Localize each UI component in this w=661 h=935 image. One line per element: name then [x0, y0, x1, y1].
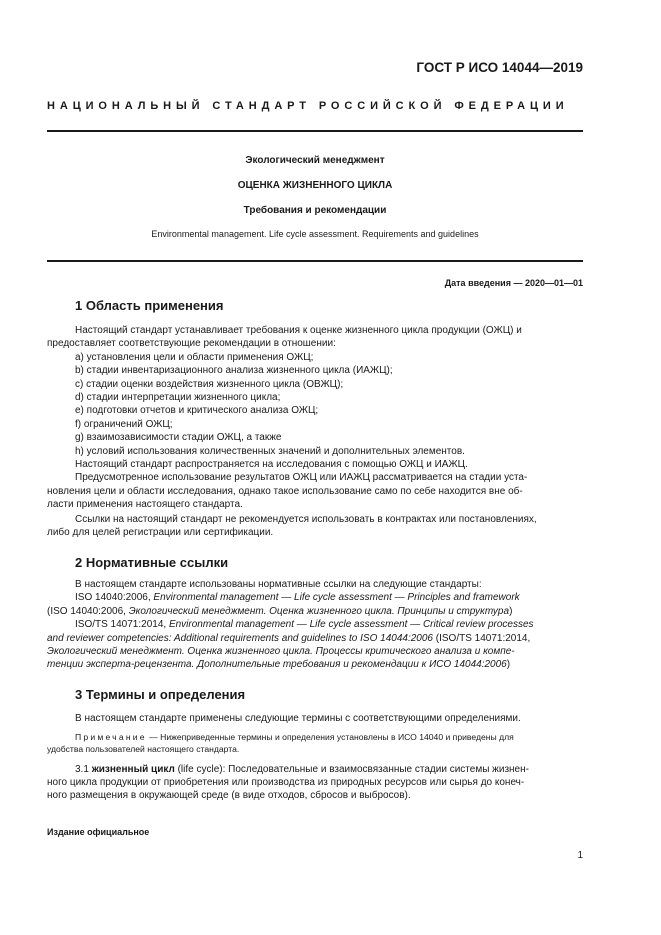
title-line-2: ОЦЕНКА ЖИЗНЕННОГО ЦИКЛА — [237, 180, 393, 191]
list-item: е) подготовки отчетов и критического анализа ОЖЦ; — [75, 405, 319, 417]
list-item: с) стадии оценки воздействия жизненного цикла (ОВЖЦ); — [75, 378, 344, 390]
title-bottom-rule — [47, 260, 583, 262]
list-item: а) установления цели и области применения ОЖЦ; — [75, 351, 314, 363]
ref-text: ISO 14040:2006, — [75, 592, 154, 604]
list-item: g) взаимозависимости стадии ОЖЦ, а также — [75, 432, 282, 444]
reference-1 — [47, 591, 583, 604]
ref-title: Environmental management — Life cycle assessment — Principles and framework — [153, 592, 520, 604]
standard-number: ГОСТ Р ИСО 14044—2019 — [416, 60, 583, 75]
section-2-heading: 2 Нормативные ссылки — [75, 555, 229, 570]
reference-2-cont — [47, 645, 583, 658]
ref-title: Экологический менеджмент. Оценка жизненного цикла. Принципы и структура — [128, 605, 510, 617]
edition-label: Издание официальное — [47, 827, 150, 837]
note-line — [47, 732, 583, 744]
section-1-intro: Настоящий стандарт устанавливает требования к оценке жизненного цикла продукции (ОЖЦ) и — [75, 325, 522, 336]
note — [47, 732, 583, 755]
section-3-body — [47, 712, 583, 803]
ref-title: and reviewer competencies: Additional requirements and guidelines to ISO 14044:2006 — [47, 632, 433, 644]
term-name: жизненный цикл — [91, 763, 175, 775]
paragraph-cont: ласти применения настоящего стандарта. — [47, 499, 243, 511]
term-definition: (life cycle): Последовательные и взаимосвязанные стадии системы жизнен- — [174, 763, 529, 775]
effective-date: Дата введения — 2020—01—01 — [444, 278, 583, 288]
section-1-heading: 1 Область применения — [75, 298, 224, 313]
list-item: h) условий использования количественных значений и дополнительных элементов. — [75, 445, 465, 457]
term-definition-cont: ного цикла продукции от приобретения или производства из природных ресурсов или сырья до конеч- — [47, 777, 525, 788]
national-standard-title: НАЦИОНАЛЬНЫЙ СТАНДАРТ РОССИЙСКОЙ ФЕДЕРАЦИИ — [47, 100, 569, 112]
reference-2 — [47, 618, 583, 631]
ref-text: ISO/TS 14071:2014, — [75, 619, 169, 631]
paragraph: Предусмотренное использование результатов ОЖЦ или ИАЖЦ рассматривается на стадии уста- — [75, 472, 528, 484]
note-text: — Нижеприведенные термины и определения установлены в ИСО 14040 и приведены для — [146, 732, 514, 743]
reference-2-cont — [47, 658, 583, 671]
title-line-3: Требования и рекомендации — [243, 205, 387, 216]
term-definition-cont: ного размещения в окружающей среде (в виде отходов, сбросов и выбросов). — [47, 790, 411, 802]
ref-text: (ISO 14040:2006, — [47, 605, 129, 617]
ref-text: ) — [509, 605, 513, 617]
section-1-intro-cont: предоставляет соответствующие рекомендации в отношении: — [47, 338, 336, 350]
note-label: Примечание — [75, 732, 147, 743]
paragraph: Ссылки на настоящий стандарт не рекомендуется использовать в контрактах или постановлениях, — [75, 513, 537, 525]
term-3-1 — [47, 763, 583, 776]
list-item: d) стадии интерпретации жизненного цикла; — [75, 392, 281, 404]
paragraph: Настоящий стандарт распространяется на исследования с помощью ОЖЦ и ИАЖЦ. — [75, 459, 468, 471]
section-2-body — [47, 578, 583, 672]
page-number: 1 — [577, 850, 583, 861]
reference-1-cont — [47, 605, 583, 618]
ref-title: тенции эксперта-рецензента. Дополнительные требования и рекомендации к ИСО 14044:2006 — [47, 659, 507, 671]
note-line-cont: удобства пользователей настоящего стандарта. — [47, 744, 240, 754]
list-item: f) ограничений ОЖЦ; — [75, 418, 173, 430]
ref-text: ) — [506, 659, 511, 671]
title-line-1: Экологический менеджмент — [245, 155, 385, 166]
ref-title: Environmental management — Life cycle assessment — Critical review processes — [168, 619, 534, 631]
reference-2-cont — [47, 632, 583, 645]
section-1-body — [47, 324, 583, 540]
top-rule — [47, 130, 583, 132]
section-3-heading: 3 Термины и определения — [75, 687, 246, 702]
english-title: Environmental management. Life cycle assessment. Requirements and guidelines — [151, 229, 479, 239]
list-item: b) стадии инвентаризационного анализа жизненного цикла (ИАЖЦ); — [75, 365, 393, 377]
paragraph: В настоящем стандарте применены следующие термины с соответствующими определениями. — [75, 713, 521, 724]
term-number: 3.1 — [75, 763, 92, 775]
paragraph-cont: либо для целей регистрации или сертификации. — [47, 527, 274, 539]
paragraph-cont: новления цели и области исследования, однако такое использование само по себе находится вне об- — [47, 485, 523, 497]
ref-text: (ISO/TS 14071:2014, — [432, 632, 531, 644]
ref-title: Экологический менеджмент. Оценка жизненного цикла. Процессы критического анализа и компе- — [47, 646, 515, 658]
paragraph: В настоящем стандарте использованы нормативные ссылки на следующие стандарты: — [75, 579, 482, 590]
